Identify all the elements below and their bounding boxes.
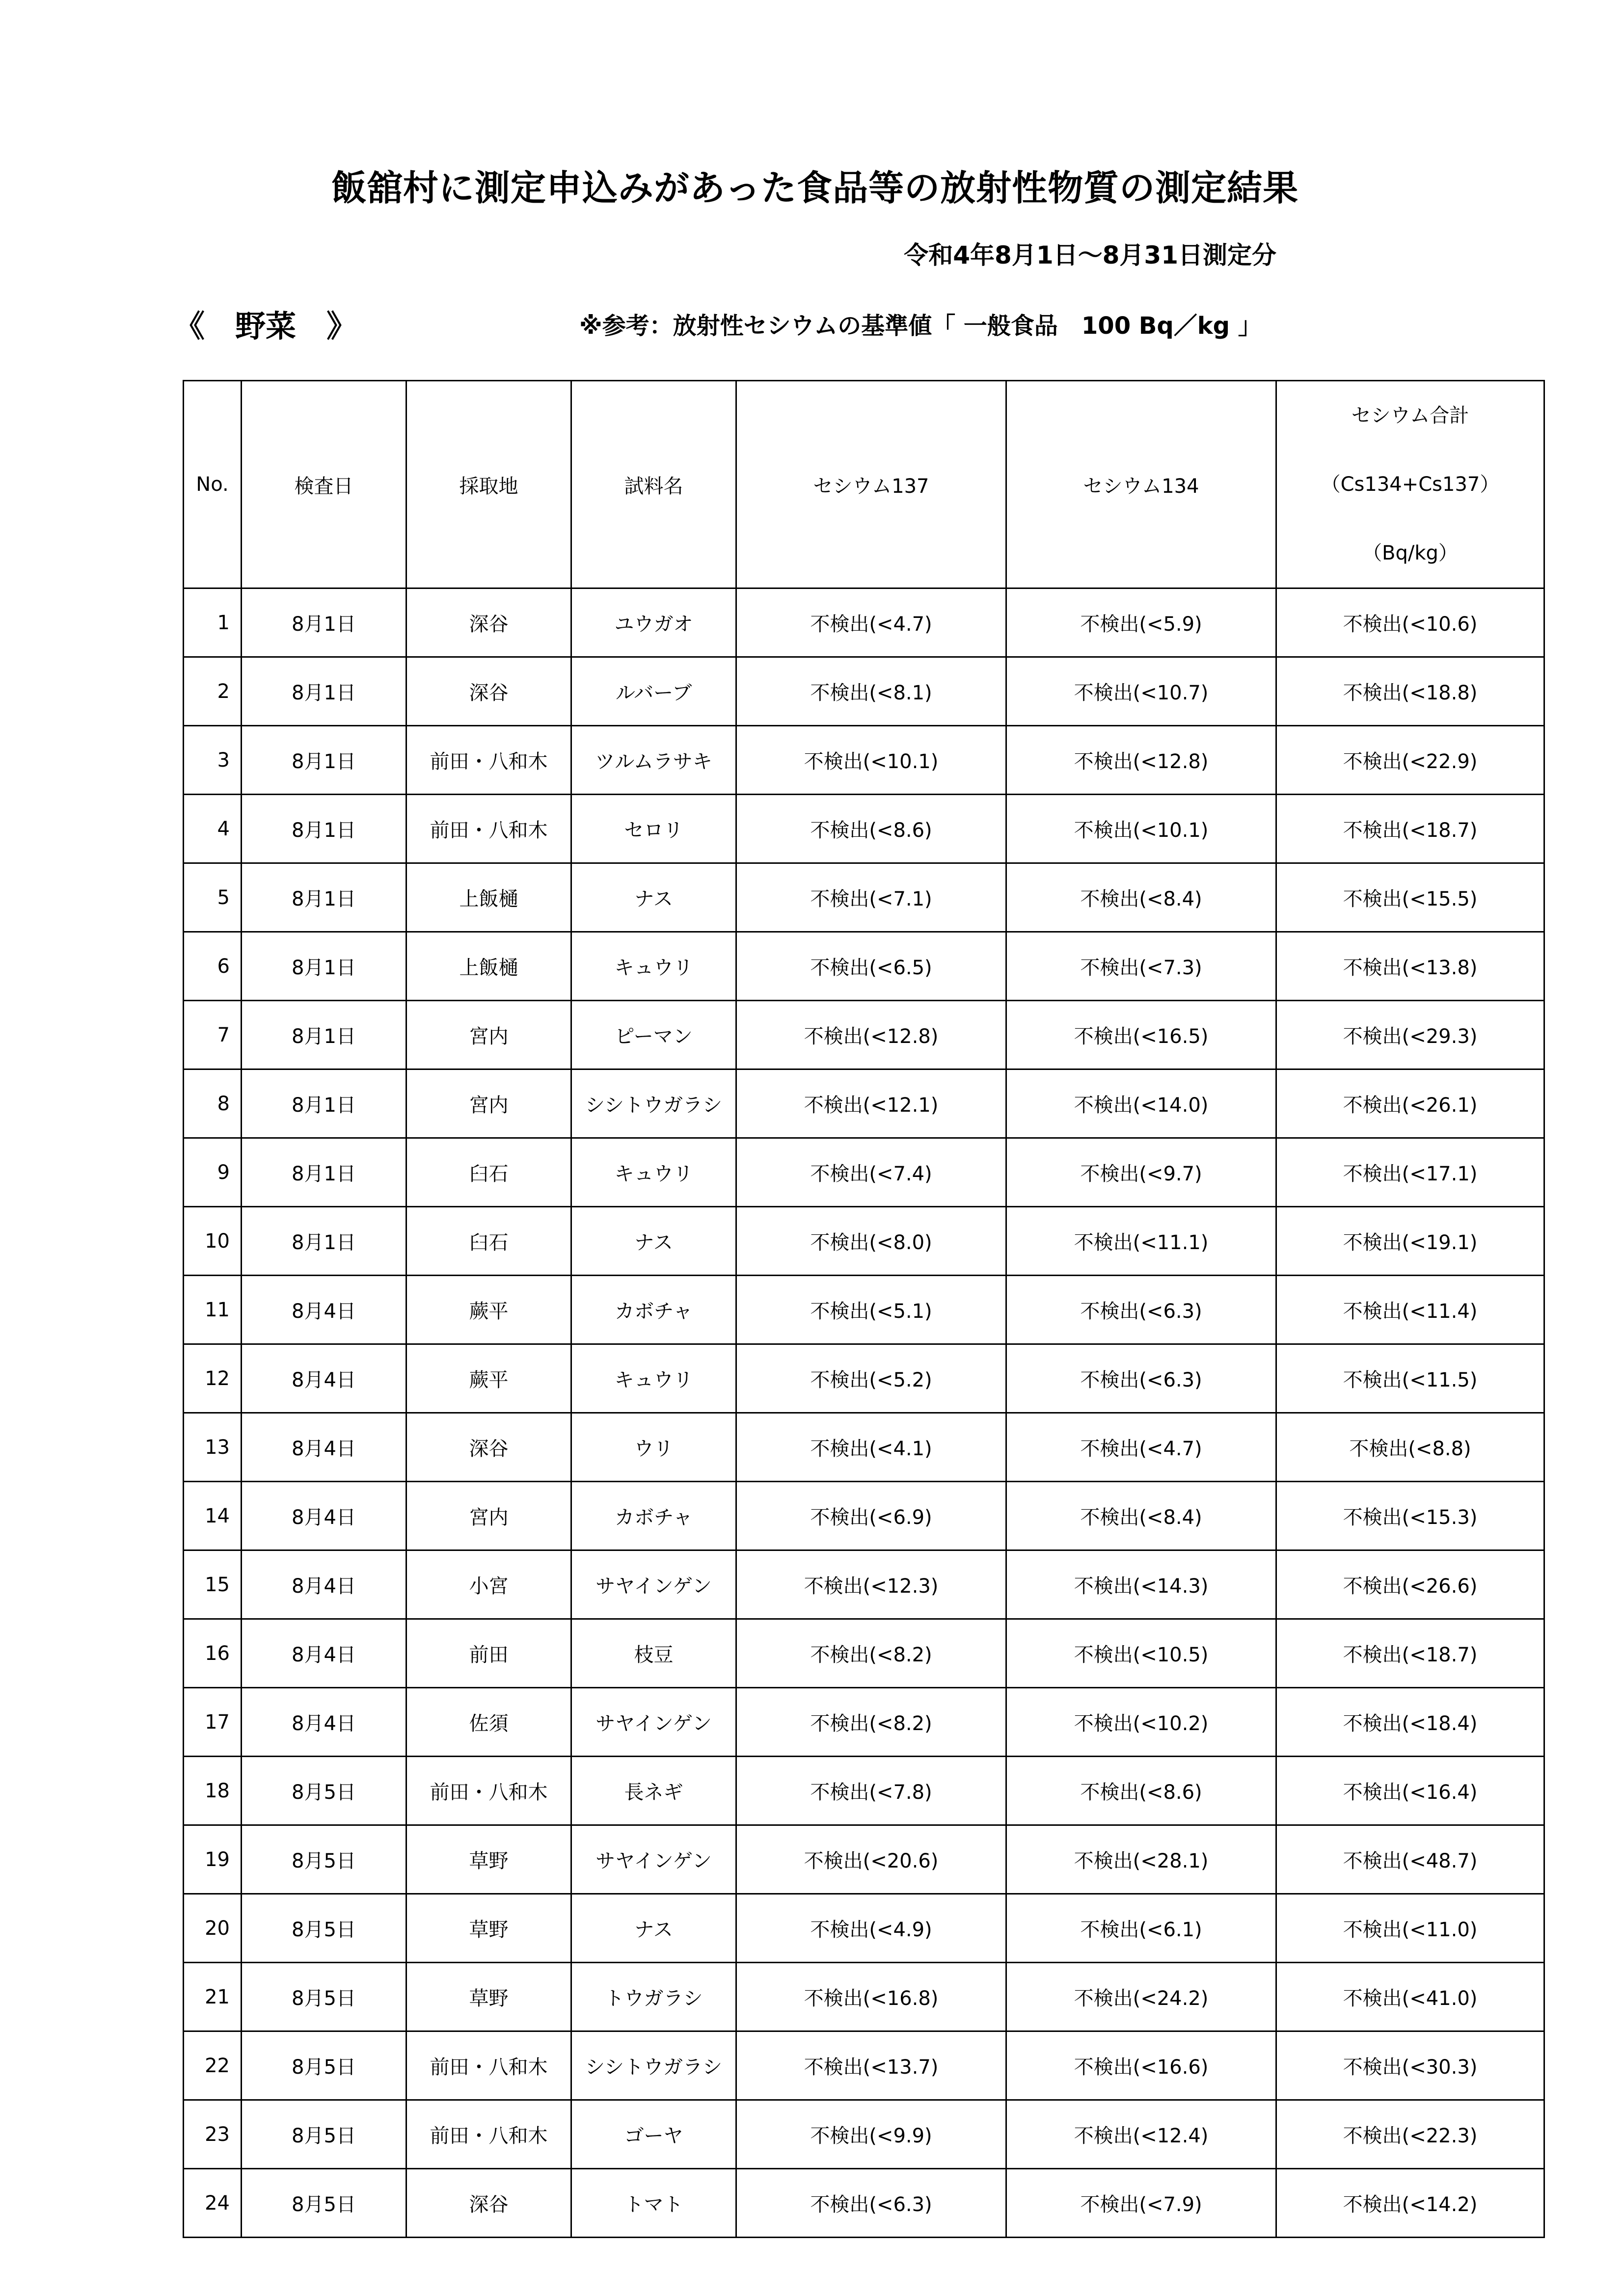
cell-cs134: 不検出(<12.8) — [1006, 726, 1276, 795]
cell-location: 宮内 — [406, 1001, 571, 1069]
cell-cs134: 不検出(<8.4) — [1006, 1482, 1276, 1550]
cell-date: 8月5日 — [242, 2100, 406, 2169]
cell-cs137: 不検出(<5.1) — [736, 1276, 1006, 1344]
cell-cs134: 不検出(<28.1) — [1006, 1825, 1276, 1894]
table-row — [184, 1482, 1544, 1550]
cell-cs134: 不検出(<14.0) — [1006, 1069, 1276, 1138]
header-total-label: セシウム合計 — [1351, 404, 1469, 427]
table-row — [184, 2031, 1544, 2100]
table-row — [184, 1344, 1544, 1413]
cell-no: 20 — [184, 1894, 242, 1963]
cell-location: 深谷 — [406, 1413, 571, 1482]
header-row — [184, 381, 1544, 588]
cell-total: 不検出(<11.4) — [1276, 1276, 1544, 1344]
cell-location: 上飯樋 — [406, 863, 571, 932]
cell-cs137: 不検出(<7.4) — [736, 1138, 1006, 1207]
cell-total: 不検出(<8.8) — [1276, 1413, 1544, 1482]
cell-location: 臼石 — [406, 1138, 571, 1207]
cell-date: 8月5日 — [242, 1757, 406, 1825]
cell-cs134: 不検出(<10.1) — [1006, 795, 1276, 863]
results-table — [183, 380, 1545, 2238]
cell-no: 7 — [184, 1001, 242, 1069]
cell-cs134: 不検出(<8.6) — [1006, 1757, 1276, 1825]
cell-date: 8月1日 — [242, 863, 406, 932]
cell-no: 12 — [184, 1344, 242, 1413]
table-row — [184, 1757, 1544, 1825]
cell-location: 小宮 — [406, 1550, 571, 1619]
header-sample: 試料名 — [571, 381, 736, 588]
cell-sample: セロリ — [571, 795, 736, 863]
cell-cs137: 不検出(<6.3) — [736, 2169, 1006, 2238]
cell-total: 不検出(<26.6) — [1276, 1550, 1544, 1619]
header-cs137: セシウム137 — [736, 381, 1006, 588]
header-date: 検査日 — [242, 381, 406, 588]
table-header — [184, 381, 1544, 588]
cell-cs137: 不検出(<4.1) — [736, 1413, 1006, 1482]
cell-total: 不検出(<11.0) — [1276, 1894, 1544, 1963]
cell-cs137: 不検出(<8.2) — [736, 1688, 1006, 1757]
document-title: 飯舘村に測定申込みがあった食品等の放射性物質の測定結果 — [331, 167, 1299, 209]
cell-cs137: 不検出(<7.8) — [736, 1757, 1006, 1825]
cell-no: 10 — [184, 1207, 242, 1276]
cell-sample: サヤインゲン — [571, 1550, 736, 1619]
cell-total: 不検出(<22.9) — [1276, 726, 1544, 795]
cell-cs134: 不検出(<16.6) — [1006, 2031, 1276, 2100]
cell-location: 前田・八和木 — [406, 2031, 571, 2100]
cell-sample: ウリ — [571, 1413, 736, 1482]
cell-total: 不検出(<30.3) — [1276, 2031, 1544, 2100]
cell-total: 不検出(<26.1) — [1276, 1069, 1544, 1138]
cell-date: 8月1日 — [242, 932, 406, 1001]
cell-date: 8月1日 — [242, 1138, 406, 1207]
cell-total: 不検出(<29.3) — [1276, 1001, 1544, 1069]
reference-note: ※参考：放射性セシウムの基準値「 一般食品 100 Bq／kg 」 — [579, 312, 1262, 340]
cell-cs137: 不検出(<4.7) — [736, 588, 1006, 657]
cell-cs137: 不検出(<10.1) — [736, 726, 1006, 795]
cell-no: 2 — [184, 657, 242, 726]
cell-location: 前田・八和木 — [406, 2100, 571, 2169]
cell-date: 8月1日 — [242, 1001, 406, 1069]
cell-date: 8月4日 — [242, 1619, 406, 1688]
table-row — [184, 1825, 1544, 1894]
category-heading: 《 野菜 》 — [174, 308, 357, 344]
cell-no: 5 — [184, 863, 242, 932]
table-row — [184, 1688, 1544, 1757]
cell-cs137: 不検出(<13.7) — [736, 2031, 1006, 2100]
cell-cs134: 不検出(<4.7) — [1006, 1413, 1276, 1482]
cell-cs137: 不検出(<8.2) — [736, 1619, 1006, 1688]
cell-sample: キュウリ — [571, 1138, 736, 1207]
table-row — [184, 2169, 1544, 2238]
cell-date: 8月4日 — [242, 1413, 406, 1482]
cell-cs134: 不検出(<6.3) — [1006, 1344, 1276, 1413]
cell-location: 宮内 — [406, 1482, 571, 1550]
table-body — [184, 588, 1544, 2238]
table-row — [184, 1619, 1544, 1688]
cell-date: 8月4日 — [242, 1482, 406, 1550]
cell-cs134: 不検出(<5.9) — [1006, 588, 1276, 657]
cell-no: 4 — [184, 795, 242, 863]
cell-total: 不検出(<18.8) — [1276, 657, 1544, 726]
cell-location: 草野 — [406, 1963, 571, 2031]
header-cs134: セシウム134 — [1006, 381, 1276, 588]
table-row — [184, 1138, 1544, 1207]
cell-no: 15 — [184, 1550, 242, 1619]
cell-total: 不検出(<41.0) — [1276, 1963, 1544, 2031]
table-row — [184, 1413, 1544, 1482]
cell-cs134: 不検出(<7.9) — [1006, 2169, 1276, 2238]
cell-location: 草野 — [406, 1894, 571, 1963]
table-row — [184, 2100, 1544, 2169]
cell-cs137: 不検出(<8.1) — [736, 657, 1006, 726]
cell-sample: キュウリ — [571, 932, 736, 1001]
cell-cs134: 不検出(<10.5) — [1006, 1619, 1276, 1688]
cell-date: 8月1日 — [242, 588, 406, 657]
cell-date: 8月1日 — [242, 1069, 406, 1138]
cell-no: 6 — [184, 932, 242, 1001]
cell-sample: トマト — [571, 2169, 736, 2238]
cell-no: 21 — [184, 1963, 242, 2031]
cell-sample: シシトウガラシ — [571, 2031, 736, 2100]
cell-no: 11 — [184, 1276, 242, 1344]
cell-no: 19 — [184, 1825, 242, 1894]
cell-sample: ナス — [571, 863, 736, 932]
cell-no: 3 — [184, 726, 242, 795]
cell-cs137: 不検出(<12.3) — [736, 1550, 1006, 1619]
cell-cs134: 不検出(<9.7) — [1006, 1138, 1276, 1207]
cell-cs134: 不検出(<6.1) — [1006, 1894, 1276, 1963]
table-row — [184, 863, 1544, 932]
cell-date: 8月4日 — [242, 1550, 406, 1619]
cell-sample: カボチャ — [571, 1482, 736, 1550]
cell-cs137: 不検出(<20.6) — [736, 1825, 1006, 1894]
cell-cs137: 不検出(<8.6) — [736, 795, 1006, 863]
cell-location: 蕨平 — [406, 1276, 571, 1344]
cell-no: 1 — [184, 588, 242, 657]
cell-sample: カボチャ — [571, 1276, 736, 1344]
cell-cs134: 不検出(<10.2) — [1006, 1688, 1276, 1757]
table-row — [184, 1276, 1544, 1344]
cell-location: 深谷 — [406, 657, 571, 726]
cell-date: 8月5日 — [242, 2031, 406, 2100]
cell-cs134: 不検出(<14.3) — [1006, 1550, 1276, 1619]
cell-cs134: 不検出(<7.3) — [1006, 932, 1276, 1001]
cell-sample: サヤインゲン — [571, 1688, 736, 1757]
cell-total: 不検出(<14.2) — [1276, 2169, 1544, 2238]
cell-date: 8月4日 — [242, 1344, 406, 1413]
table-row — [184, 1001, 1544, 1069]
cell-total: 不検出(<19.1) — [1276, 1207, 1544, 1276]
cell-date: 8月5日 — [242, 2169, 406, 2238]
table-row — [184, 726, 1544, 795]
cell-sample: トウガラシ — [571, 1963, 736, 2031]
cell-sample: ユウガオ — [571, 588, 736, 657]
cell-total: 不検出(<16.4) — [1276, 1757, 1544, 1825]
date-range: 令和4年8月1日～8月31日測定分 — [904, 241, 1276, 269]
cell-location: 深谷 — [406, 588, 571, 657]
cell-location: 宮内 — [406, 1069, 571, 1138]
cell-location: 上飯樋 — [406, 932, 571, 1001]
cell-no: 22 — [184, 2031, 242, 2100]
cell-date: 8月1日 — [242, 795, 406, 863]
cell-location: 深谷 — [406, 2169, 571, 2238]
cell-no: 13 — [184, 1413, 242, 1482]
cell-cs134: 不検出(<6.3) — [1006, 1276, 1276, 1344]
cell-location: 蕨平 — [406, 1344, 571, 1413]
cell-sample: ナス — [571, 1894, 736, 1963]
cell-cs137: 不検出(<8.0) — [736, 1207, 1006, 1276]
cell-date: 8月5日 — [242, 1894, 406, 1963]
cell-location: 草野 — [406, 1825, 571, 1894]
cell-cs134: 不検出(<8.4) — [1006, 863, 1276, 932]
header-no: No. — [184, 381, 242, 588]
table-row — [184, 1894, 1544, 1963]
cell-cs134: 不検出(<12.4) — [1006, 2100, 1276, 2169]
table-row — [184, 588, 1544, 657]
cell-cs137: 不検出(<4.9) — [736, 1894, 1006, 1963]
cell-total: 不検出(<15.3) — [1276, 1482, 1544, 1550]
cell-no: 18 — [184, 1757, 242, 1825]
cell-date: 8月5日 — [242, 1963, 406, 2031]
table-row — [184, 1207, 1544, 1276]
cell-cs137: 不検出(<16.8) — [736, 1963, 1006, 2031]
cell-location: 佐須 — [406, 1688, 571, 1757]
cell-sample: ピーマン — [571, 1001, 736, 1069]
cell-total: 不検出(<18.7) — [1276, 1619, 1544, 1688]
cell-cs134: 不検出(<16.5) — [1006, 1001, 1276, 1069]
cell-cs137: 不検出(<12.8) — [736, 1001, 1006, 1069]
cell-cs137: 不検出(<9.9) — [736, 2100, 1006, 2169]
cell-date: 8月1日 — [242, 726, 406, 795]
table-row — [184, 795, 1544, 863]
cell-no: 8 — [184, 1069, 242, 1138]
cell-total: 不検出(<22.3) — [1276, 2100, 1544, 2169]
cell-date: 8月4日 — [242, 1688, 406, 1757]
cell-sample: キュウリ — [571, 1344, 736, 1413]
cell-cs134: 不検出(<10.7) — [1006, 657, 1276, 726]
cell-date: 8月1日 — [242, 1207, 406, 1276]
cell-sample: サヤインゲン — [571, 1825, 736, 1894]
cell-sample: 長ネギ — [571, 1757, 736, 1825]
cell-location: 前田 — [406, 1619, 571, 1688]
cell-total: 不検出(<13.8) — [1276, 932, 1544, 1001]
table-row — [184, 932, 1544, 1001]
cell-cs137: 不検出(<6.9) — [736, 1482, 1006, 1550]
header-total-formula: （Cs134+Cs137） — [1321, 473, 1500, 496]
cell-date: 8月1日 — [242, 657, 406, 726]
header-location: 採取地 — [406, 381, 571, 588]
cell-total: 不検出(<15.5) — [1276, 863, 1544, 932]
cell-location: 臼石 — [406, 1207, 571, 1276]
cell-location: 前田・八和木 — [406, 1757, 571, 1825]
table-row — [184, 1550, 1544, 1619]
table-row — [184, 1963, 1544, 2031]
cell-location: 前田・八和木 — [406, 726, 571, 795]
cell-total: 不検出(<18.4) — [1276, 1688, 1544, 1757]
cell-date: 8月5日 — [242, 1825, 406, 1894]
cell-location: 前田・八和木 — [406, 795, 571, 863]
cell-no: 17 — [184, 1688, 242, 1757]
cell-cs137: 不検出(<12.1) — [736, 1069, 1006, 1138]
cell-sample: 枝豆 — [571, 1619, 736, 1688]
cell-cs137: 不検出(<7.1) — [736, 863, 1006, 932]
cell-total: 不検出(<18.7) — [1276, 795, 1544, 863]
cell-total: 不検出(<48.7) — [1276, 1825, 1544, 1894]
cell-cs137: 不検出(<6.5) — [736, 932, 1006, 1001]
cell-sample: ナス — [571, 1207, 736, 1276]
cell-total: 不検出(<17.1) — [1276, 1138, 1544, 1207]
cell-no: 16 — [184, 1619, 242, 1688]
cell-sample: ゴーヤ — [571, 2100, 736, 2169]
table-row — [184, 1069, 1544, 1138]
cell-no: 14 — [184, 1482, 242, 1550]
cell-no: 9 — [184, 1138, 242, 1207]
cell-cs137: 不検出(<5.2) — [736, 1344, 1006, 1413]
cell-sample: ルバーブ — [571, 657, 736, 726]
cell-sample: ツルムラサキ — [571, 726, 736, 795]
cell-cs134: 不検出(<11.1) — [1006, 1207, 1276, 1276]
cell-total: 不検出(<10.6) — [1276, 588, 1544, 657]
header-total — [1276, 381, 1544, 588]
cell-no: 24 — [184, 2169, 242, 2238]
cell-no: 23 — [184, 2100, 242, 2169]
header-total-unit: （Bq/kg） — [1362, 542, 1458, 564]
cell-date: 8月4日 — [242, 1276, 406, 1344]
table-row — [184, 657, 1544, 726]
cell-total: 不検出(<11.5) — [1276, 1344, 1544, 1413]
cell-cs134: 不検出(<24.2) — [1006, 1963, 1276, 2031]
cell-sample: シシトウガラシ — [571, 1069, 736, 1138]
